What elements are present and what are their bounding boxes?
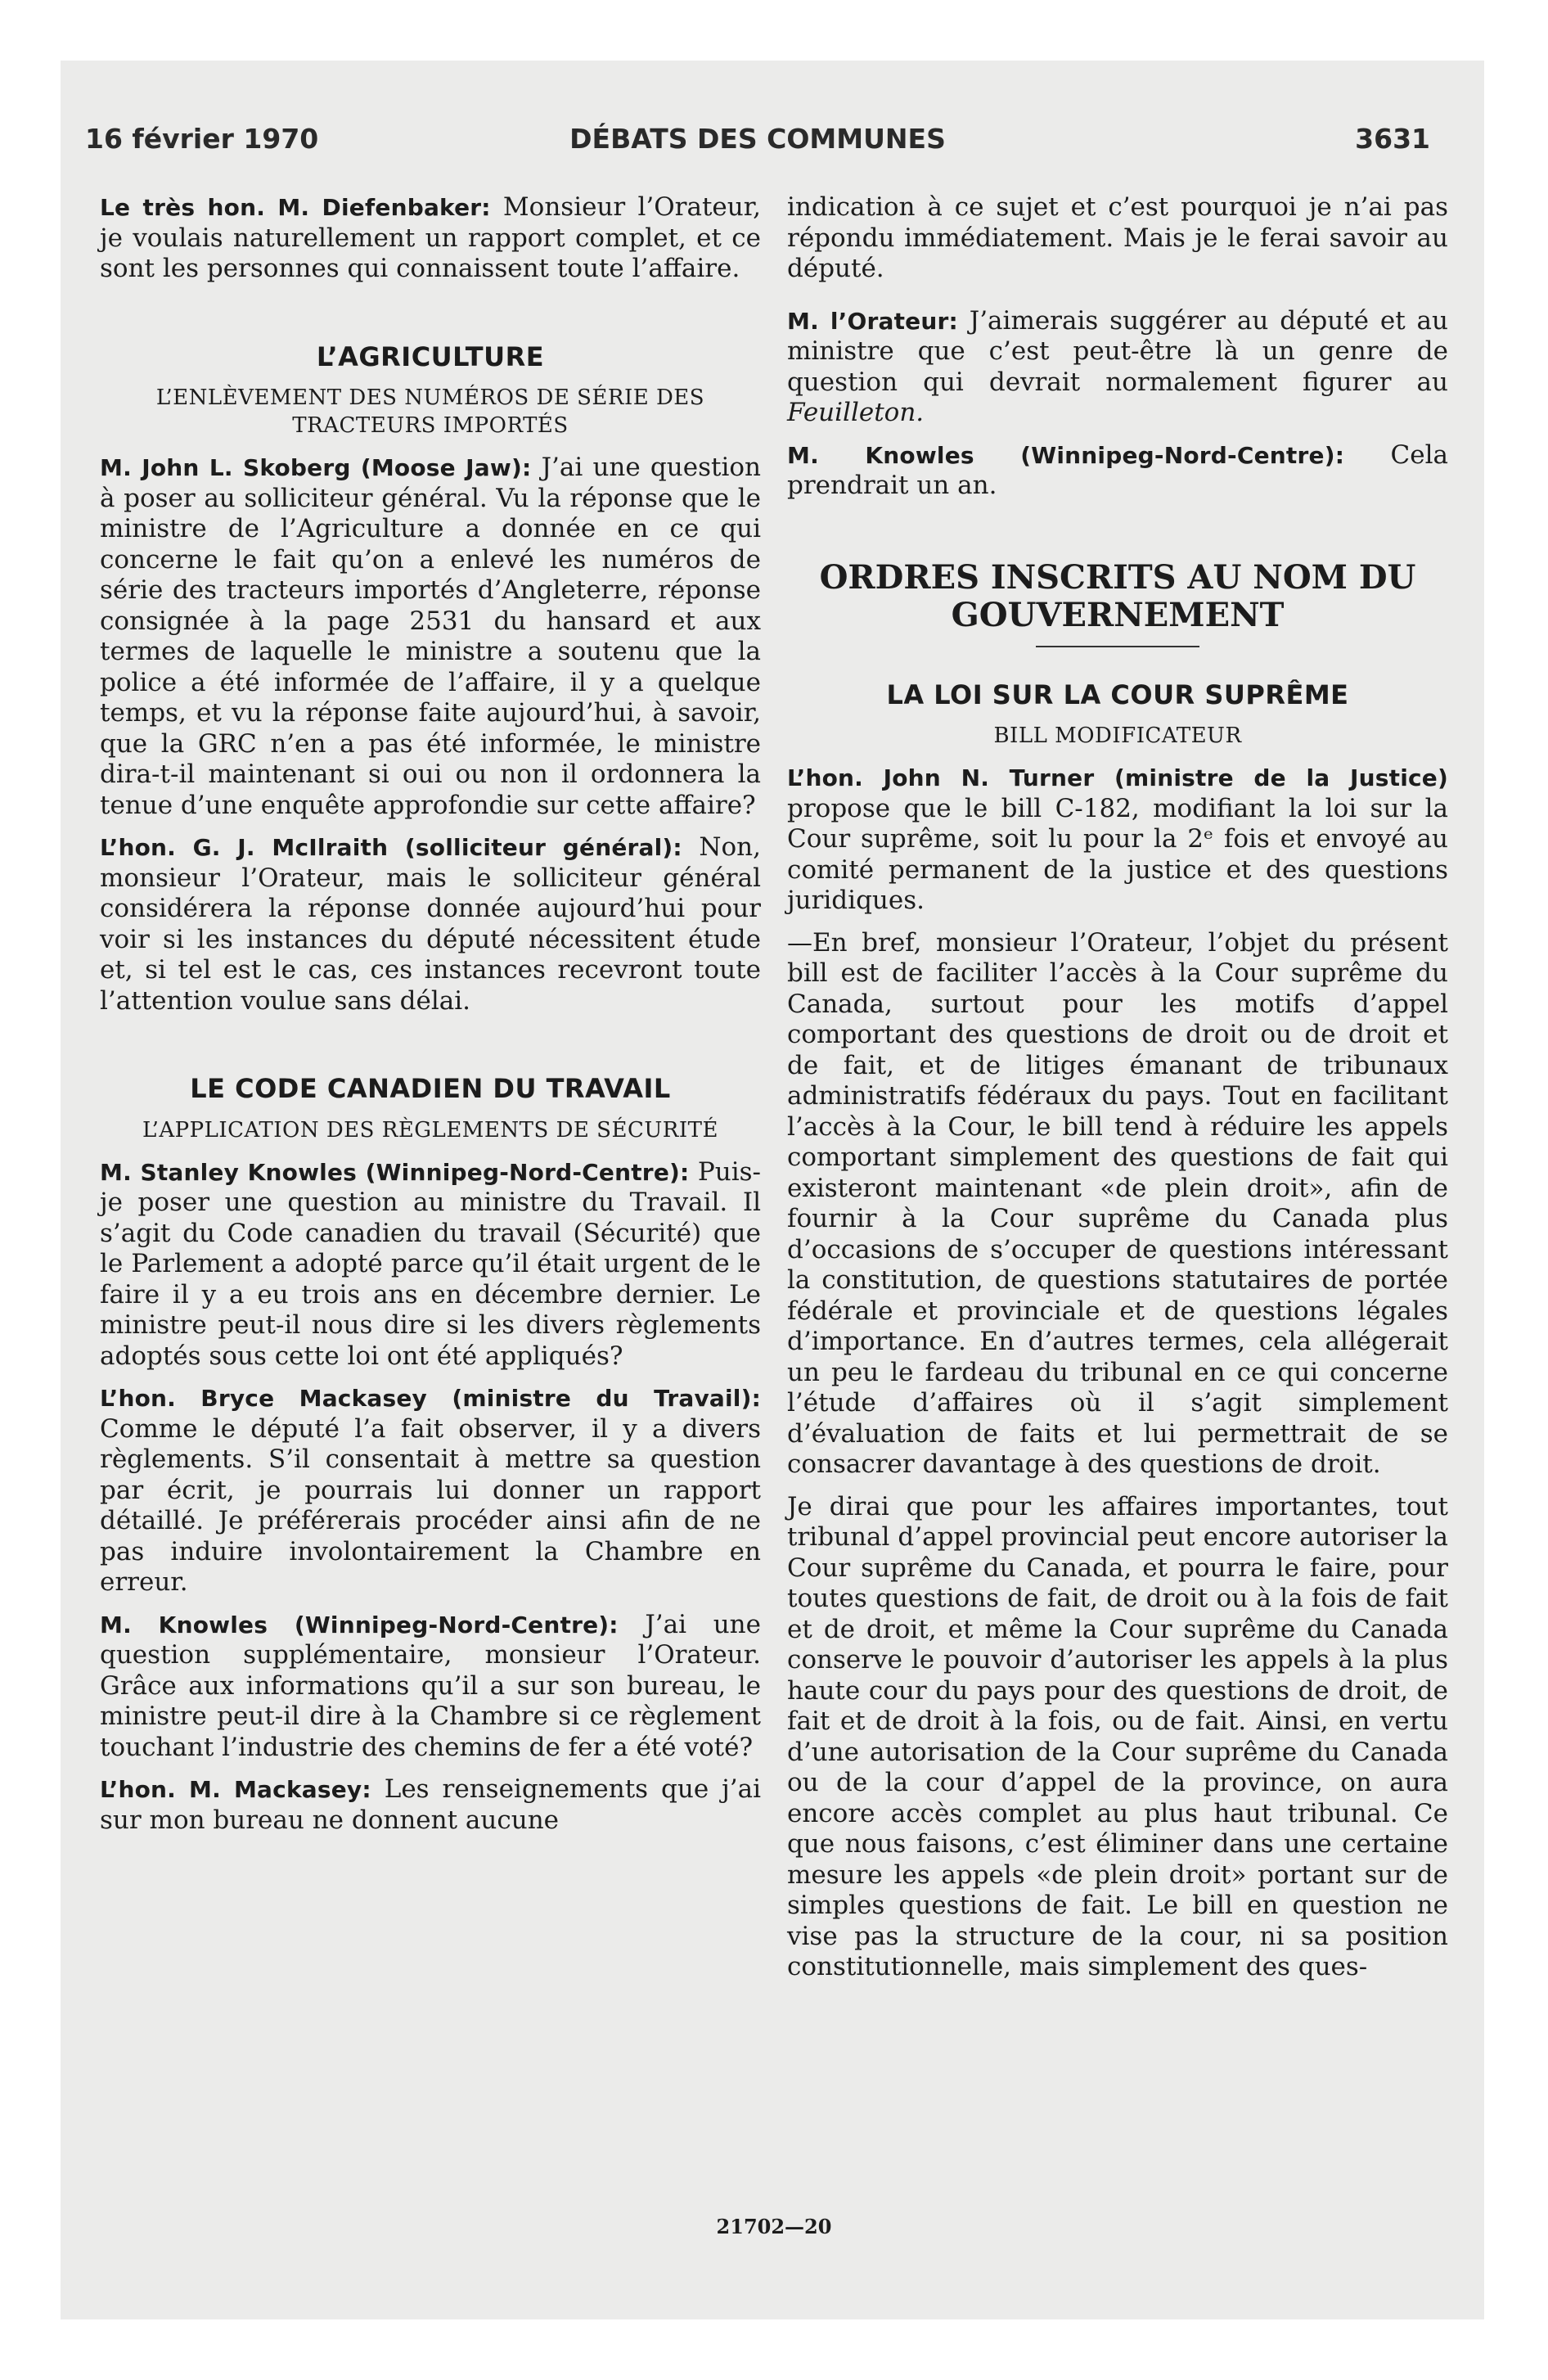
- paragraph-text: propose que le bill C-182, modifiant la loi sur la Cour suprême, soit lu pour la 2ᵉ fois et envoyé au comité permanent de la justice et des questions juridiques.: [787, 793, 1448, 915]
- speaker: L’hon. M. Mackasey:: [100, 1776, 371, 1803]
- speaker: M. l’Orateur:: [787, 307, 958, 335]
- speaker: M. Stanley Knowles (Winnipeg-Nord-Centre):: [100, 1158, 690, 1186]
- paragraph: [787, 192, 1448, 285]
- header-page-number: 3631: [1355, 123, 1430, 155]
- paragraph: [100, 832, 761, 1016]
- paragraph-text: Je dirai que pour les affaires importantes, tout tribunal d’appel provincial peut encore autoriser la Cour suprême du Canada, et pourra le faire, pour toutes questions de fait, de droit ou à la fois de fait et de droit, et même la Cour suprême du Canada conserve le pouvoir d’autoriser les appels à la plus haute cour du pays pour des questions de droit, de fait et de droit à la fois, ou de fait. Ainsi, en vertu d’une autorisation de la Cour suprême du Canada ou de la cour d’appel de la province, on aura encore accès complet au plus haut tribunal. Ce que nous faisons, c’est éliminer dans une certaine mesure les appels «de plein droit» portant sur de simples questions de fait. Le bill en question ne vise pas la structure de la cour, ni sa position constitutionnelle, mais simplement des ques-: [787, 1491, 1448, 1981]
- speaker: M. Knowles (Winnipeg-Nord-Centre):: [787, 441, 1345, 469]
- paragraph-text: Les renseignements que j’ai sur mon bureau ne donnent aucune: [100, 1774, 761, 1835]
- paragraph: [787, 928, 1448, 1481]
- italic-text: Feuilleton.: [787, 398, 925, 427]
- speaker: Le très hon. M. Diefenbaker:: [100, 194, 491, 221]
- paragraph-text: —En bref, monsieur l’Orateur, l’objet du présent bill est de faciliter l’accès à la Cour suprême du Canada, surtout pour les motifs d’appel comportant des questions de droit ou de droit et de fait, et de litiges émanant de tribunaux administratifs fédéraux du pays. Tout en facilitant l’accès à la Cour, le bill tend à réduire les appels comportant simplement des questions de fait qui existeront maintenant «de plein droit», afin de fournir à la Cour suprême du Canada plus d’occasions de s’occuper de questions intéressant la constitution, de questions statutaires de portée fédérale et provinciale et de questions légales d’importance. En d’autres termes, cela allégerait un peu le fardeau du tribunal en ce qui concerne l’étude d’affaires où il s’agit simplement d’évaluation de faits et lui permettrait de se consacrer davantage à des questions de droit.: [787, 927, 1448, 1479]
- paragraph: [100, 1774, 761, 1836]
- paragraph: [100, 1157, 761, 1373]
- header-title: DÉBATS DES COMMUNES: [569, 123, 946, 155]
- paragraph-text: Monsieur l’Orateur, je voulais naturellement un rapport complet, et ce sont les personnes qui connaissent toute l’affaire.: [100, 192, 761, 283]
- paragraph-text: Cela prendrait un an.: [787, 439, 1448, 500]
- paragraph-text: J’ai une question à poser au solliciteur général. Vu la réponse que le ministre de l’Agriculture a donnée en ce qui concerne le fait qu’on a enlevé les numéros de série des tracteurs importés d’Angleterre, réponse consignée à la page 2531 du hansard et aux termes de laquelle le ministre a soutenu que la police a été informée de l’affaire, il y a quelque temps, et vu la réponse faite aujourd’hui, à savoir, que la GRC n’en a pas été informée, le ministre dira-t-il maintenant si oui ou non il ordonnera la tenue d’une enquête approfondie sur cette affaire?: [100, 453, 762, 820]
- paragraph-text: Comme le député l’a fait observer, il y a divers règlements. S’il consentait à mettre sa question par écrit, je pourrais lui donner un rapport détaillé. Je préférerais procéder ainsi afin de ne pas induire involontairement la Chambre en erreur.: [100, 1413, 761, 1597]
- paragraph: [787, 1492, 1448, 1983]
- section-subtitle: L’APPLICATION DES RÈGLEMENTS DE SÉCURITÉ: [142, 1117, 718, 1143]
- left-column: [100, 192, 761, 1847]
- title-rule: [1036, 646, 1199, 647]
- paragraph: [787, 763, 1448, 917]
- paragraph: [100, 1383, 761, 1598]
- paragraph: [100, 192, 761, 285]
- right-column: [787, 192, 1448, 1995]
- header-date: 16 février 1970: [85, 123, 319, 155]
- page-footer-code: 21702—20: [716, 2215, 832, 2238]
- section-subtitle: BILL MODIFICATEUR: [993, 723, 1242, 748]
- major-section-title: ORDRES INSCRITS AU NOM DU GOUVERNEMENT: [819, 557, 1416, 634]
- paragraph: [100, 453, 761, 821]
- section-title: LE CODE CANADIEN DU TRAVAIL: [190, 1073, 671, 1104]
- speaker: M. John L. Skoberg (Moose Jaw):: [100, 454, 532, 481]
- speaker: L’hon. Bryce Mackasey (ministre du Travail):: [100, 1385, 761, 1412]
- paragraph-text: indication à ce sujet et c’est pourquoi je n’ai pas répondu immédiatement. Mais je le ferai savoir au député.: [787, 192, 1448, 283]
- paragraph: [100, 1610, 761, 1764]
- speaker: L’hon. John N. Turner (ministre de la Justice): [787, 764, 1448, 791]
- paragraph-text: J’aimerais suggérer au député et au ministre que c’est peut-être là un genre de question qui devrait normalement figurer au: [787, 305, 1448, 397]
- paragraph-text: J’ai une question supplémentaire, monsieur l’Orateur. Grâce aux informations qu’il a sur son bureau, le ministre peut-il dire à la Chambre si ce règlement touchant l’industrie des chemins de fer a été voté?: [100, 1609, 761, 1762]
- paragraph: [787, 440, 1448, 502]
- paragraph-text: Non, monsieur l’Orateur, mais le solliciteur général considérera la réponse donnée aujourd’hui pour voir si les instances du député nécessitent étude et, si tel est le cas, ces instances recevront toute l’attention voulue sans délai.: [100, 832, 761, 1016]
- section-title: L’AGRICULTURE: [316, 340, 545, 372]
- speaker: L’hon. G. J. McIlraith (solliciteur général):: [100, 834, 682, 861]
- page-header: [85, 123, 1430, 172]
- paragraph-text: Puis-je poser une question au ministre du Travail. Il s’agit du Code canadien du travail (Sécurité) que le Parlement a adopté parce qu’il était urgent de le faire il y a eu trois ans en décembre dernier. Le ministre peut-il nous dire si les divers règlements adoptés sous cette loi ont été appliqués?: [100, 1156, 761, 1371]
- section-title: LA LOI SUR LA COUR SUPRÊME: [886, 678, 1349, 710]
- section-subtitle: L’ENLÈVEMENT DES NUMÉROS DE SÉRIE DES TRACTEURS IMPORTÉS: [155, 385, 705, 438]
- speaker: M. Knowles (Winnipeg-Nord-Centre):: [100, 1611, 619, 1639]
- paragraph: [787, 306, 1448, 429]
